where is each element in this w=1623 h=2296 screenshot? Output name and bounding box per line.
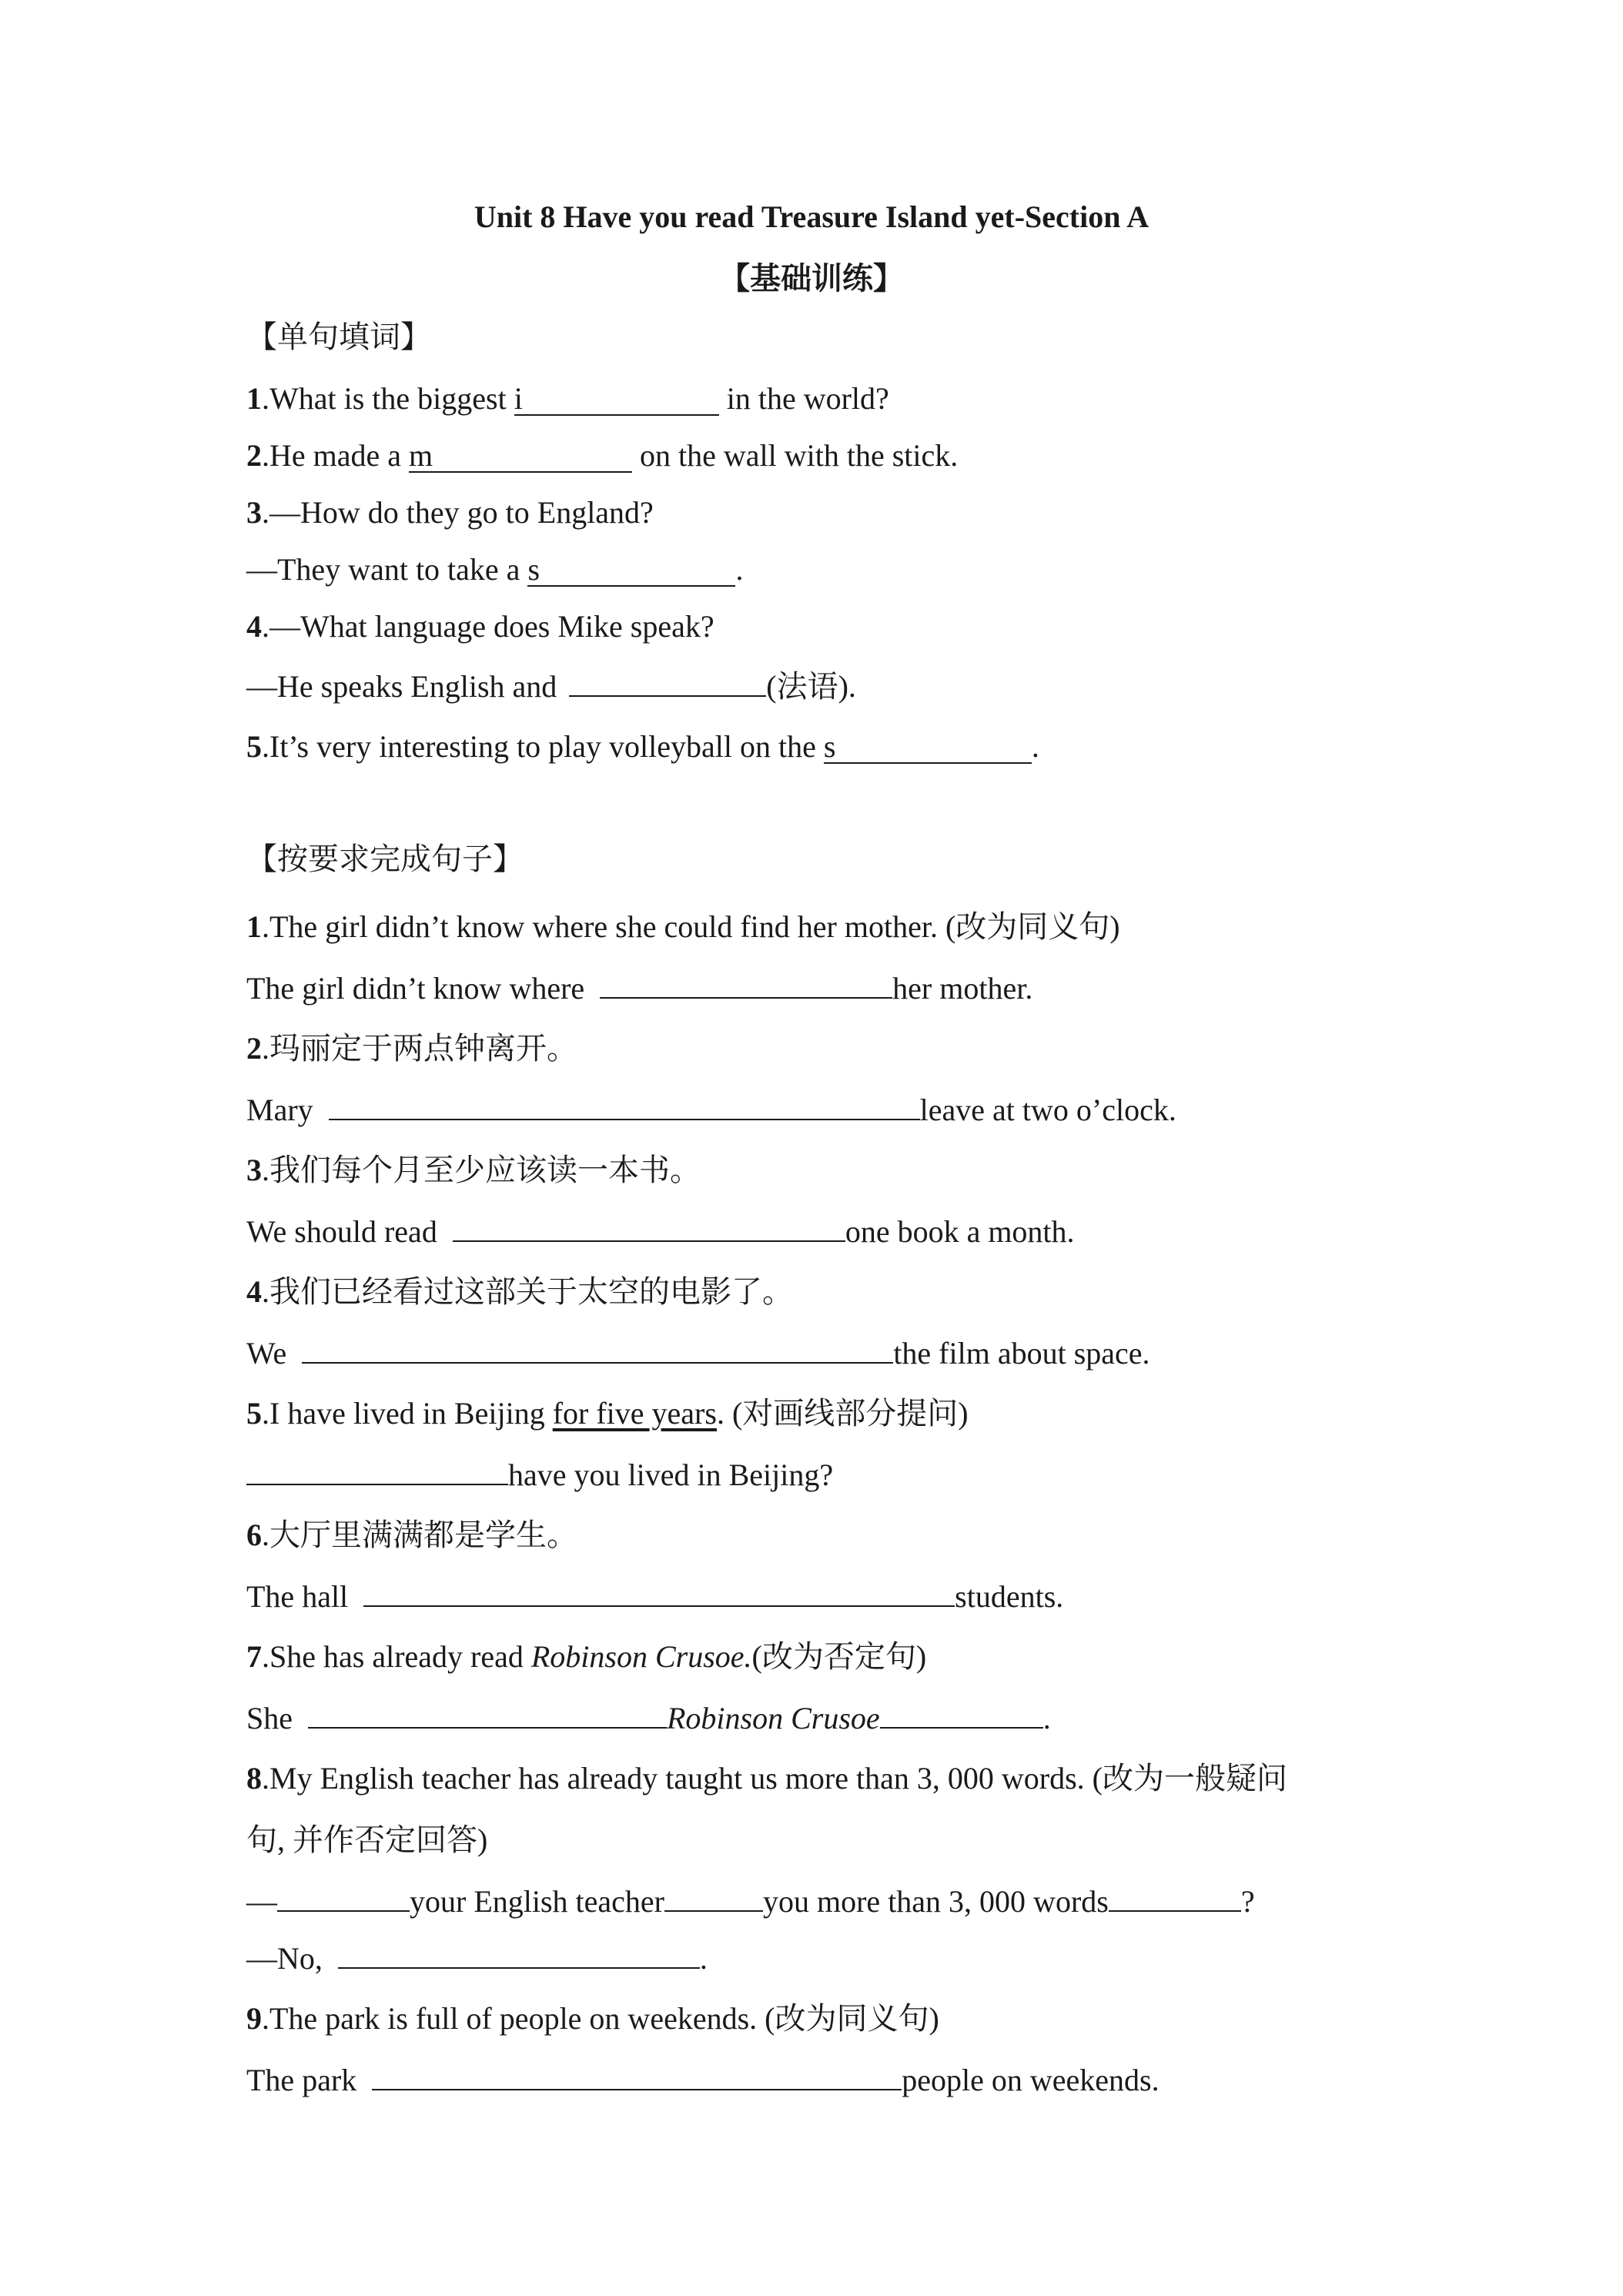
answer-blank[interactable] — [277, 1883, 410, 1912]
question-2-8-reply: —No, . — [246, 1941, 708, 1976]
underlined-phrase: for five years — [552, 1396, 717, 1431]
answer-blank[interactable]: m — [409, 440, 632, 473]
question-1-4-answer: —He speaks English and (法语). — [246, 669, 856, 704]
question-1-2: 2.He made a m on the wall with the stick. — [246, 438, 959, 473]
question-2-2: 2.玛丽定于两点钟离开。 — [246, 1031, 577, 1066]
section-heading-fill-words: 【单句填词】 — [246, 320, 431, 354]
question-2-8-cont: 句, 并作否定回答) — [246, 1822, 488, 1857]
answer-blank[interactable] — [363, 1578, 955, 1607]
answer-blank[interactable] — [664, 1883, 763, 1912]
answer-blank[interactable] — [338, 1940, 700, 1969]
question-2-3-answer: We should read one book a month. — [246, 1214, 1075, 1249]
question-2-4: 4.我们已经看过这部关于太空的电影了。 — [246, 1274, 793, 1309]
answer-blank[interactable] — [569, 668, 766, 697]
question-2-5: 5.I have lived in Beijing for five years. (对画线部分提问) — [246, 1396, 969, 1431]
section-heading-complete-sentences: 【按要求完成句子】 — [246, 842, 524, 876]
question-2-6: 6.大厅里满满都是学生。 — [246, 1518, 577, 1552]
answer-blank[interactable] — [600, 969, 892, 999]
question-2-8-answer: — your English teacher you more than 3, 000 words ? — [246, 1884, 1255, 1919]
question-2-3: 3.我们每个月至少应该读一本书。 — [246, 1153, 701, 1187]
answer-blank[interactable] — [880, 1699, 1043, 1729]
question-1-3: 3.—How do they go to England? — [246, 495, 654, 530]
answer-blank[interactable] — [302, 1334, 893, 1364]
question-2-1-answer: The girl didn’t know where her mother. — [246, 971, 1033, 1006]
question-2-4-answer: We the film about space. — [246, 1336, 1150, 1371]
answer-blank[interactable] — [1109, 1883, 1241, 1912]
question-2-7: 7.She has already read Robinson Crusoe.(改为否定句) — [246, 1639, 927, 1674]
question-2-8: 8.My English teacher has already taught us more than 3, 000 words. (改为一般疑问 — [246, 1761, 1287, 1796]
question-1-5: 5.It’s very interesting to play volleyball on the s . — [246, 729, 1039, 764]
answer-blank[interactable]: s — [824, 731, 1032, 764]
question-2-7-answer: She Robinson Crusoe . — [246, 1701, 1051, 1735]
question-2-2-answer: Mary leave at two o’clock. — [246, 1093, 1176, 1127]
question-1-3-answer: —They want to take a s . — [246, 552, 744, 587]
question-1-4: 4.—What language does Mike speak? — [246, 609, 714, 644]
answer-blank[interactable] — [308, 1699, 667, 1729]
page-title: Unit 8 Have you read Treasure Island yet-Section A — [474, 199, 1149, 234]
question-2-5-answer: have you lived in Beijing? — [246, 1455, 833, 1495]
question-2-1: 1.The girl didn’t know where she could find her mother. (改为同义句) — [246, 909, 1120, 944]
question-2-6-answer: The hall students. — [246, 1579, 1064, 1614]
answer-blank[interactable]: i — [514, 383, 719, 416]
answer-blank[interactable] — [453, 1213, 845, 1242]
question-2-9-answer: The park people on weekends. — [246, 2063, 1160, 2097]
question-2-9: 9.The park is full of people on weekends. (改为同义句) — [246, 2001, 939, 2036]
answer-blank[interactable]: s — [527, 554, 735, 587]
question-1-1: 1.What is the biggest i in the world? — [246, 381, 889, 416]
answer-blank[interactable] — [329, 1091, 920, 1120]
question-number: 1 — [246, 381, 262, 416]
answer-blank[interactable] — [372, 2061, 902, 2090]
answer-blank[interactable] — [246, 1456, 508, 1485]
page-subtitle: 【基础训练】 — [719, 261, 904, 296]
